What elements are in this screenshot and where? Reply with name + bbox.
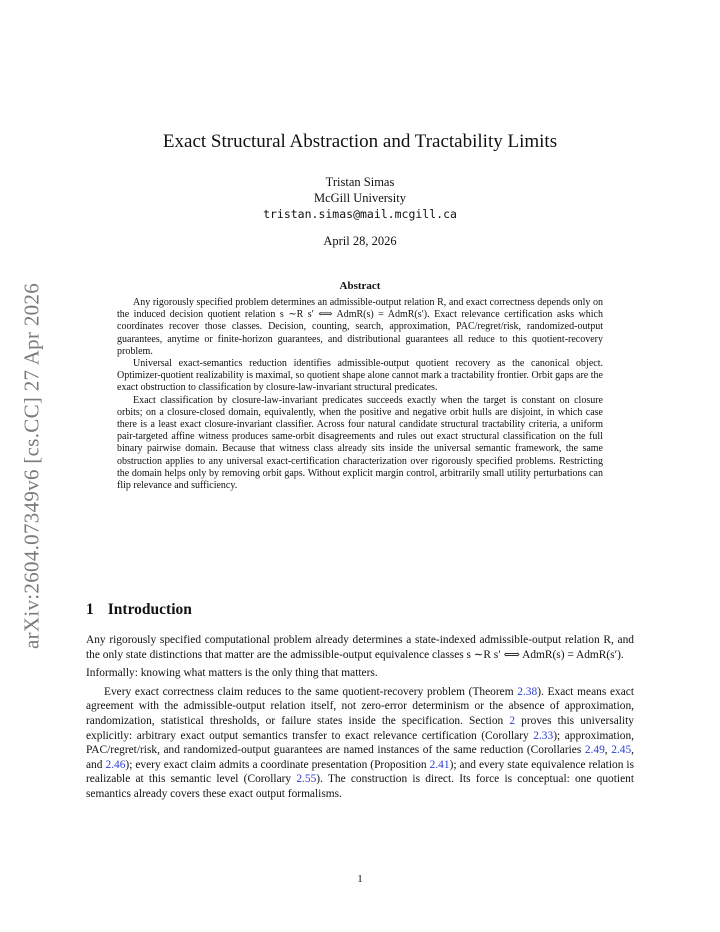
text-run: Every exact correctness claim reduces to the same quotient-recovery problem (Theorem xyxy=(104,685,518,698)
text-run: ). The construction is direct. Its force is conceptual: one quotient semantics already covers these exact output formalisms. xyxy=(86,773,634,800)
theorem-ref-link[interactable]: 2.38 xyxy=(517,685,538,698)
author-affiliation: McGill University xyxy=(313,191,406,205)
corollary-ref-link[interactable]: 2.33 xyxy=(533,729,554,742)
corollary-ref-link[interactable]: 2.45 xyxy=(611,744,632,757)
arxiv-sidebar xyxy=(10,0,54,932)
author-name: Tristan Simas xyxy=(325,175,395,189)
text-run: , and xyxy=(86,744,634,771)
section-heading xyxy=(86,601,192,619)
abstract-heading: Abstract xyxy=(339,280,381,292)
paper-date: April 28, 2026 xyxy=(323,234,397,248)
author-block xyxy=(86,174,634,222)
corollary-ref-link[interactable]: 2.46 xyxy=(105,758,126,771)
section-number: 1 xyxy=(86,601,94,618)
text-run: , xyxy=(604,744,612,757)
text-run: ); and every state equivalence relation is realizable at this semantic level (Corollary xyxy=(86,758,635,786)
author-email[interactable]: tristan.simas@mail.mcgill.ca xyxy=(263,207,457,221)
text-run: proves this universality explicitly: arbitrary exact output semantics transfer to exact relevance certification (Corollary xyxy=(86,714,634,742)
body-paragraph xyxy=(86,685,634,802)
text-run: ). Exact means exact agreement with the admissible-output relation itself, not zero-error determinism or the absence of approximation, randomization, statistical thresholds, or failure states inside the specification. Section xyxy=(86,685,635,727)
corollary-ref-link[interactable]: 2.49 xyxy=(584,744,605,757)
abstract-paragraph: Any rigorously specified problem determines an admissible-output relation R, and exact correctness depends only on the induced decision quotient relation s ∼R s′ ⟺ AdmR(s) = AdmR(s′). Exact relevance certification asks which coordinates recover those classes. Decision, counting, search, approximation, PAC/regret/risk, randomized-output guarantees, anytime or finite-horizon guarantees, and distributional guarantees all reduce to this quotient-recovery problem. xyxy=(117,297,603,357)
section-title: Introduction xyxy=(107,601,192,618)
arxiv-identifier: arXiv:2604.07349v6 [cs.CC] 27 Apr 2026 xyxy=(19,282,44,650)
text-run: ); approximation, PAC/regret/risk, and randomized-output guarantees are named instances of the same reduction (Corollaries xyxy=(86,729,634,757)
section-ref-link[interactable]: 2 xyxy=(509,714,516,727)
abstract-paragraph: Universal exact-semantics reduction identifies admissible-output quotient recovery as the canonical object. Optimizer-quotient realizability is maximal, so quotient shape alone cannot mark a tractability frontier. Orbit gaps are the exact obstruction to classification by closure-law-invariant structural predicates. xyxy=(117,358,603,394)
corollary-ref-link[interactable]: 2.55 xyxy=(296,773,317,786)
introduction-body xyxy=(86,633,634,806)
page-number: 1 xyxy=(357,873,363,885)
paper-title: Exact Structural Abstraction and Tractability Limits xyxy=(162,131,558,152)
text-run: ); every exact claim admits a coordinate presentation (Proposition xyxy=(125,758,430,771)
body-paragraph: Informally: knowing what matters is the only thing that matters. xyxy=(86,667,378,680)
proposition-ref-link[interactable]: 2.41 xyxy=(429,758,450,771)
abstract-body xyxy=(117,297,603,492)
abstract-paragraph: Exact classification by closure-law-invariant predicates succeeds exactly when the target is constant on closure orbits; on a closure-closed domain, equivalently, when the positive and negative orbit hulls are disjoint, in which case there is a least exact closure-invariant classifier. Across four natural candidate structural tractability criteria, a uniform pair-targeted affine witness produces same-orbit disagreements and rules out exact structural classification on the full binary pairwise domain. Because that witness class already sits inside the universal semantic framework, the same obstruction applies to any universal exact-certification characterization over rigorously specified problems. Restricting the domain helps only by removing orbit gaps. Without explicit margin control, arbitrarily small utility perturbations can flip relevance and sufficiency. xyxy=(117,394,603,492)
body-paragraph: Any rigorously specified computational problem already determines a state-indexed admissible-output relation R, and the only state distinctions that matter are the admissible-output equivalence classes s ∼R s′ ⟺ AdmR(s) = AdmR(s′). xyxy=(86,634,634,661)
